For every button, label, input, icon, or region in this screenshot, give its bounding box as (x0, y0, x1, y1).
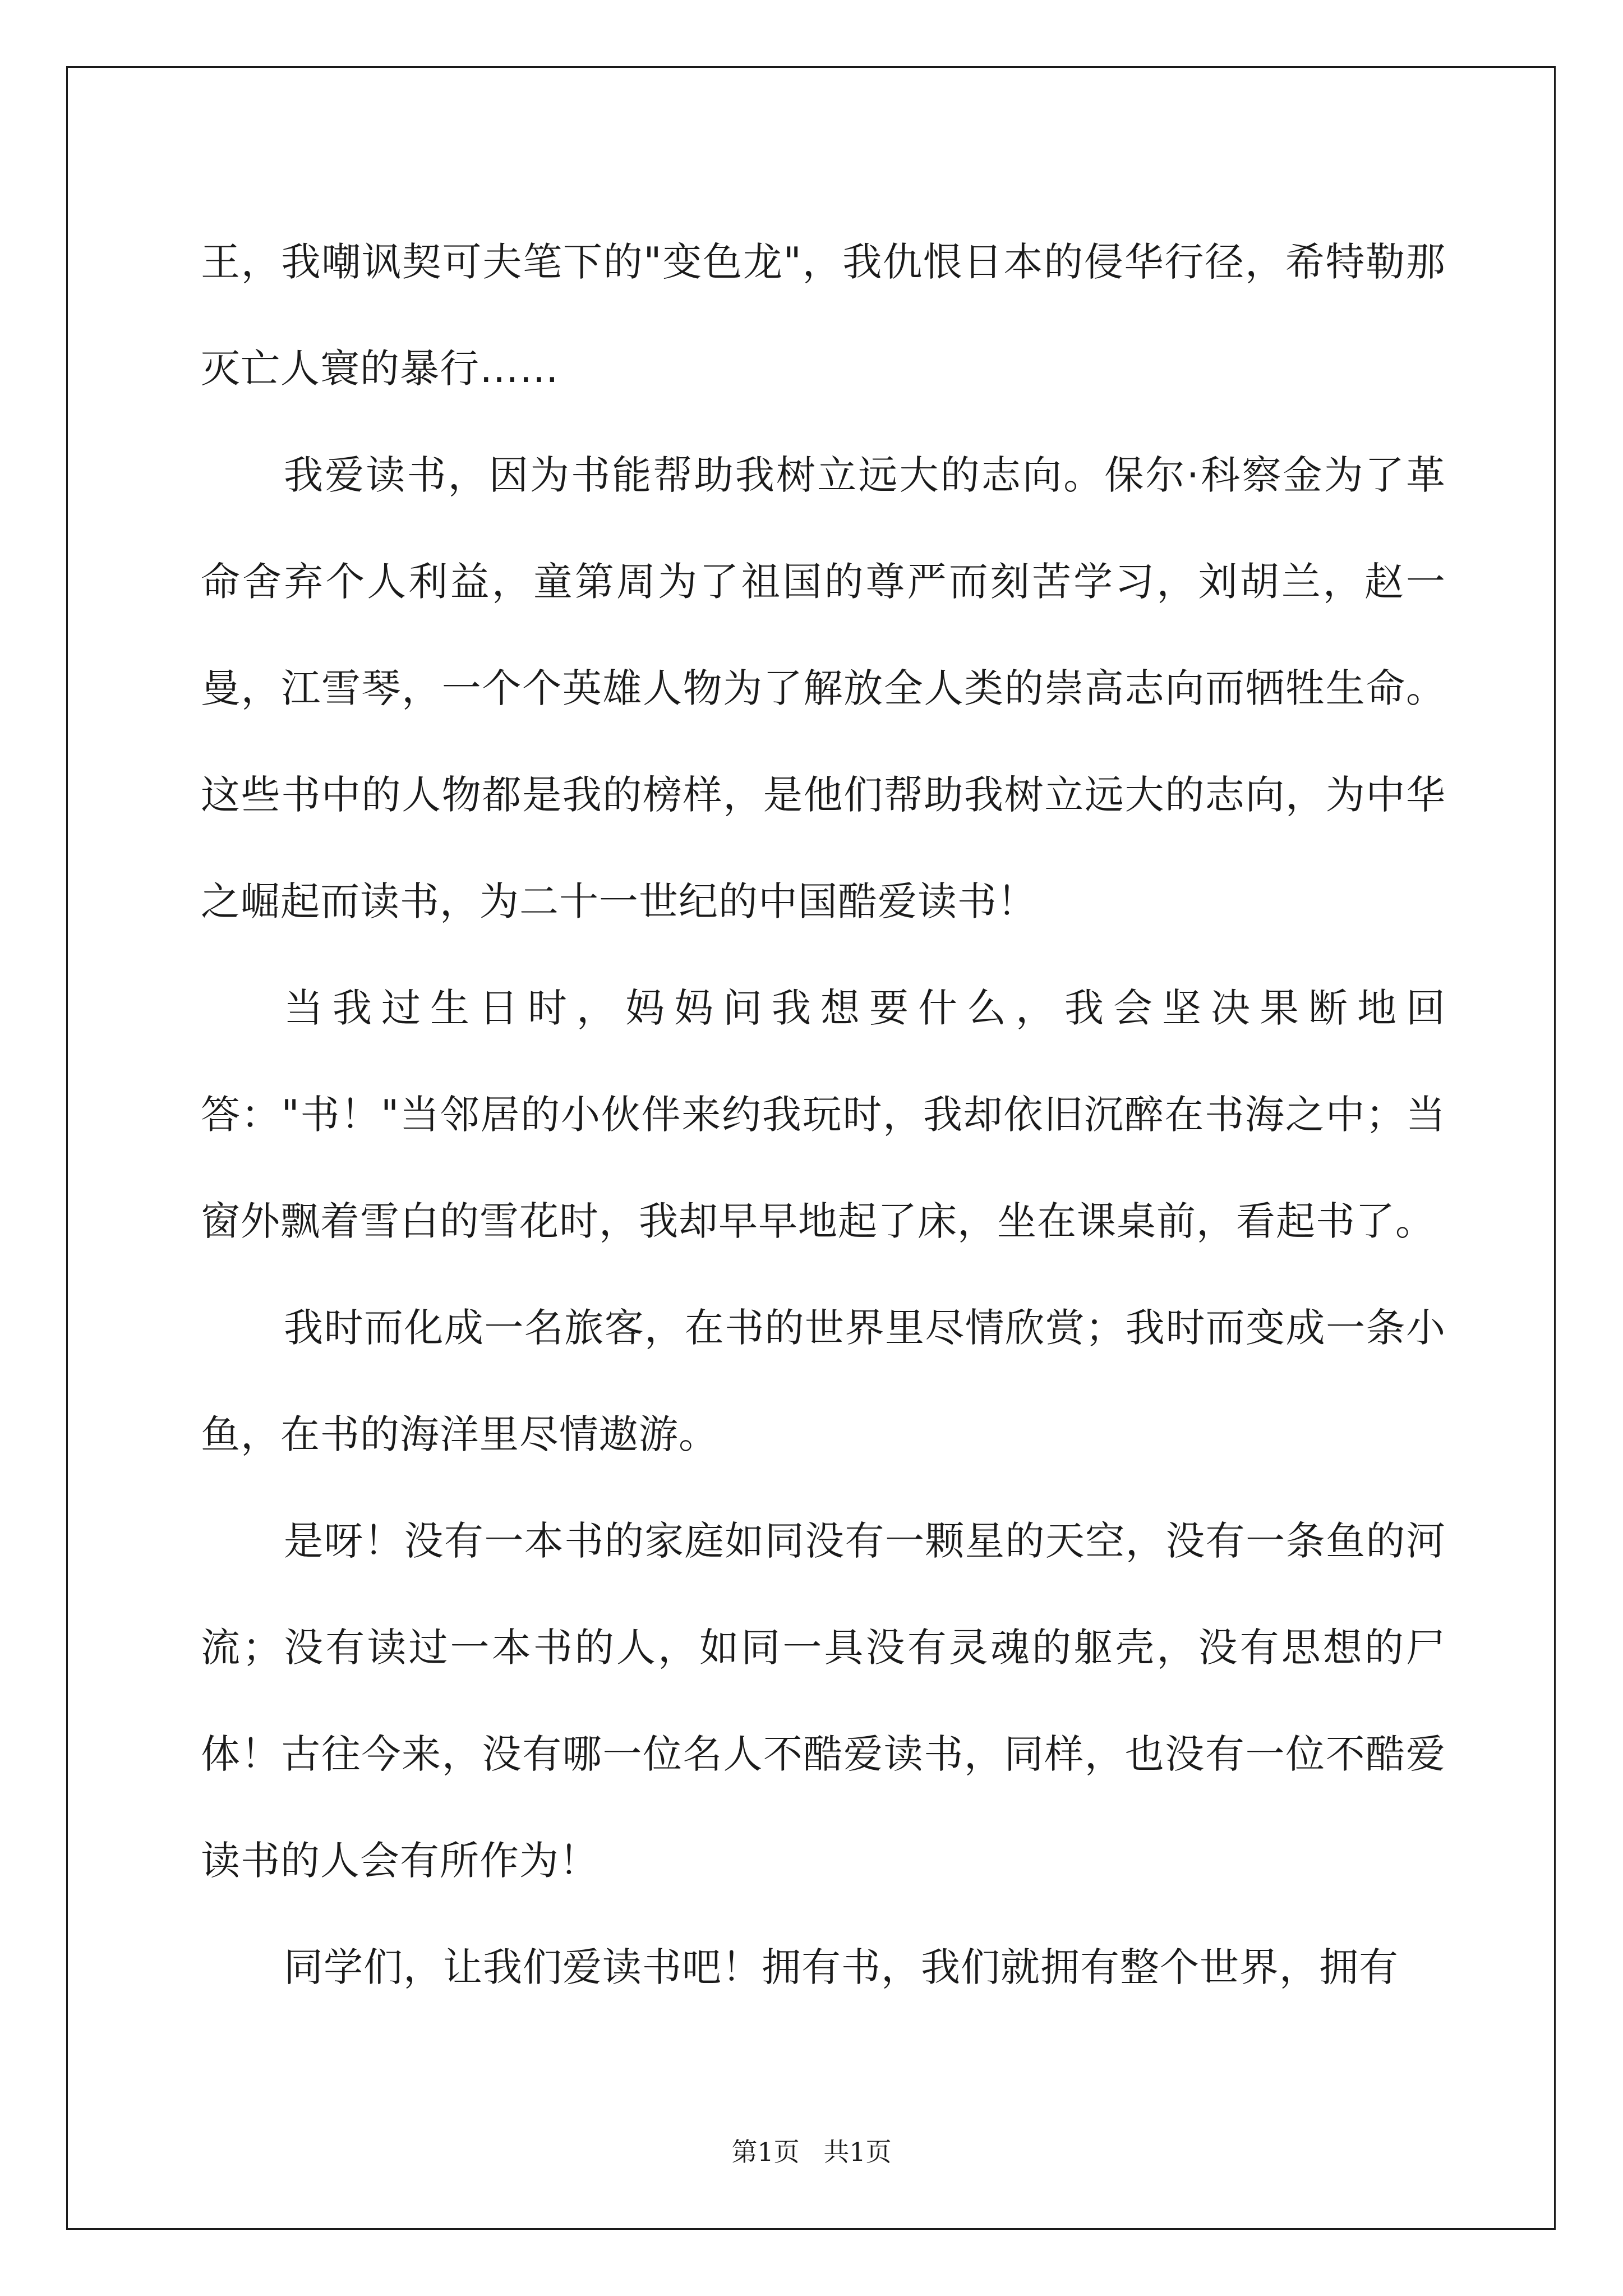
paragraph-3: 当我过生日时，妈妈问我想要什么，我会坚决果断地回答："书！"当邻居的小伙伴来约我玩时，我却依旧沉醉在书海之中；当窗外飘着雪白的雪花时，我却早早地起了床，坐在课桌前，看起书了。 (201, 985, 1446, 1244)
paragraph-2: 我爱读书，因为书能帮助我树立远大的志向。保尔·科察金为了革命舍弃个人利益，童第周为了祖国的尊严而刻苦学习，刘胡兰，赵一曼，江雪琴，一个个英雄人物为了解放全人类的崇高志向而牺牲生命。这些书中的人物都是我的榜样，是他们帮助我树立远大的志向，为中华之崛起而读书，为二十一世纪的中国酷爱读书！ (201, 452, 1446, 924)
document-body (201, 209, 1446, 2021)
paragraph-5: 是呀！没有一本书的家庭如同没有一颗星的天空，没有一条鱼的河流；没有读过一本书的人，如同一具没有灵魂的躯壳，没有思想的尸体！古往今来，没有哪一位名人不酷爱读书，同样，也没有一位不酷爱读书的人会有所作为！ (201, 1518, 1446, 1884)
page-number: 第1页 (731, 2137, 800, 2167)
paragraph-6: 同学们，让我们爱读书吧！拥有书，我们就拥有整个世界，拥有 (284, 1944, 1399, 1990)
paragraph-4: 我时而化成一名旅客，在书的世界里尽情欣赏；我时而变成一条小鱼，在书的海洋里尽情遨游。 (201, 1305, 1446, 1457)
paragraph-1: 王，我嘲讽契可夫笔下的"变色龙"，我仇恨日本的侵华行径，希特勒那灭亡人寰的暴行…… (201, 239, 1446, 392)
page-total: 共1页 (823, 2137, 892, 2167)
page-footer (0, 2132, 1623, 2169)
